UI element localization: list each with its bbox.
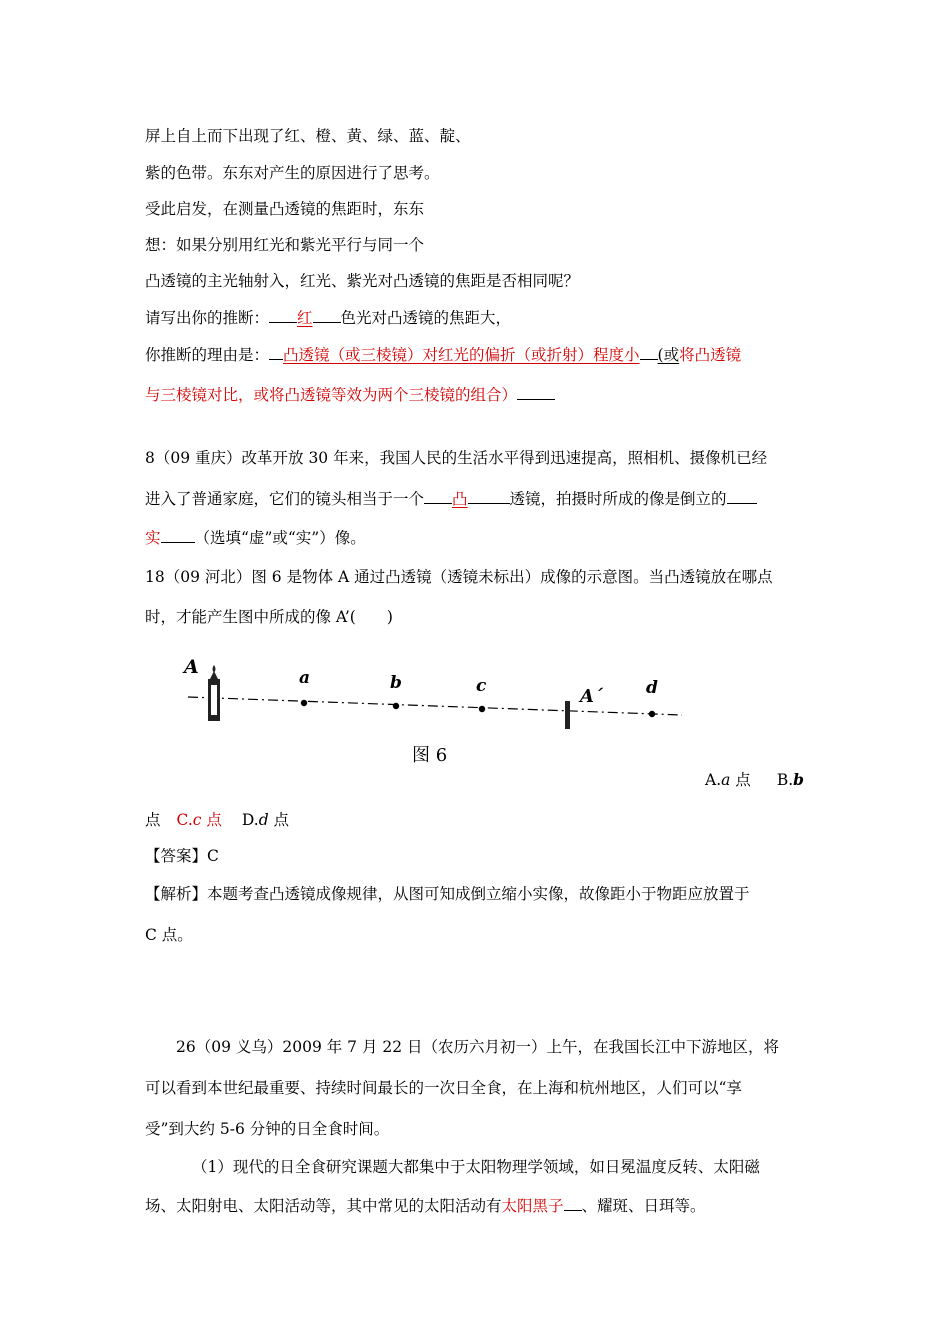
q7-line-4: 想：如果分别用红光和紫光平行与同一个 [145,236,425,254]
object-A [208,665,220,721]
label-a: a [299,668,311,688]
q26-line-3: 受”到大约 5-6 分钟的日全食时间。 [145,1120,390,1138]
label-A: A [184,656,199,678]
blank [269,308,297,323]
answer-line: 【答案】C [145,847,219,865]
options-CD [145,810,289,830]
blank [640,345,658,360]
label-Aprime: A´ [580,686,603,707]
q26-line-2: 可以看到本世纪最重要、持续时间最长的一次日全食，在上海和杭州地区，人们可以“享 [145,1079,742,1097]
q26-part1-line-1: （1）现代的日全食研究课题大都集中于太阳物理学领域，如日冕温度反转、太阳磁 [192,1158,760,1176]
option-C-text: 点 [201,811,222,829]
option-A-var: a [721,771,731,789]
point-d [649,711,655,717]
q8-line-1: 8（09 重庆）改革开放 30 年来，我国人民的生活水平得到迅速提高，照相机、摄像机已经 [145,449,768,467]
option-B [777,771,804,789]
q7-line-7 [145,345,741,365]
option-A [705,771,751,789]
blank [727,489,757,504]
label-c: c [476,676,487,696]
option-A-text: 点 [730,771,751,789]
q7-line-5: 凸透镜的主光轴射入，红光、紫光对凸透镜的焦距是否相同呢？ [145,272,580,290]
blank [161,528,195,543]
q7-line-8 [145,385,555,405]
q8-line-2-prefix: 进入了普通家庭，它们的镜头相当于一个 [145,490,425,508]
option-B-var: b [793,770,804,789]
option-A-letter: A. [705,771,722,789]
options-AB [705,770,804,790]
analysis-line-1: 【解析】本题考查凸透镜成像规律，从图可知成倒立缩小实像，故像距小于物距应放置于 [145,885,750,903]
q7-line-6-prefix: 请写出你的推断： [145,309,270,327]
option-D [242,811,289,829]
q18-line-2: 时，才能产生图中所成的像 A’( ) [145,608,393,626]
option-B-text: 点 [145,811,161,829]
q8-line-2 [145,489,757,509]
q7-line-2: 紫的色带。东东对产生的原因进行了思考。 [145,164,440,182]
answer-alt: 将凸透镜 [679,346,742,364]
q7-line-6 [145,308,511,328]
answer-alt-cont: 与三棱镜对比，或将凸透镜等效为两个三棱镜的组合） [145,386,518,404]
blank [424,489,452,504]
q26-part1-line-2 [145,1196,706,1216]
q7-line-7-prefix: 你推断的理由是： [145,346,270,364]
answer-red: 红 [297,309,313,327]
figure-caption: 图 6 [412,745,448,766]
analysis-line-2: C 点。 [145,926,193,944]
q7-line-6-suffix: 色光对凸透镜的焦距大， [340,309,512,327]
point-a [301,700,307,706]
q26-line-1: 26（09 义乌）2009 年 7 月 22 日（农历六月初一）上午，在我国长江中下游地区，将 [176,1038,780,1056]
option-B-letter: B. [776,771,794,789]
blank [269,345,283,360]
blank [313,308,341,323]
q18-line-1: 18（09 河北）图 6 是物体 A 通过凸透镜（透镜未标出）成像的示意图。当凸透镜放在哪点 [145,568,773,586]
label-d: d [646,678,658,698]
blank [564,1196,582,1211]
option-C [177,811,222,829]
answer-reason: 凸透镜（或三棱镜）对红光的偏折（或折射）程度小 [283,346,640,364]
label-b: b [390,673,402,693]
option-D-letter: D. [241,811,259,829]
q7-line-3: 受此启发，在测量凸透镜的焦距时，东东 [145,200,425,218]
option-C-letter: C. [176,811,193,829]
point-b [393,703,399,709]
q26-part1-prefix: 场、太阳射电、太阳活动等，其中常见的太阳活动有 [145,1197,502,1215]
q8-line-2-suffix: 透镜，拍摄时所成的像是倒立的 [509,490,727,508]
option-D-var: d [258,811,269,829]
option-D-text: 点 [268,811,290,829]
answer-paren: (或 [657,346,680,364]
q7-line-1: 屏上自上而下出现了红、橙、黄、绿、蓝、靛、 [145,127,471,145]
figure-6 [170,645,710,775]
blank [468,489,510,504]
answer-convex: 凸 [452,490,468,508]
answer-sunspot: 太阳黑子 [501,1197,564,1215]
blank [517,385,555,400]
answer-real: 实 [145,529,161,547]
q26-part1-suffix: 、耀斑、日珥等。 [581,1197,706,1215]
option-C-var: c [192,811,202,829]
q8-line-3-suffix: （选填“虚”或“实”）像。 [194,529,366,547]
image-Aprime [565,701,570,729]
q8-line-3 [145,528,366,548]
point-c [479,706,485,712]
principal-axis [188,697,682,715]
